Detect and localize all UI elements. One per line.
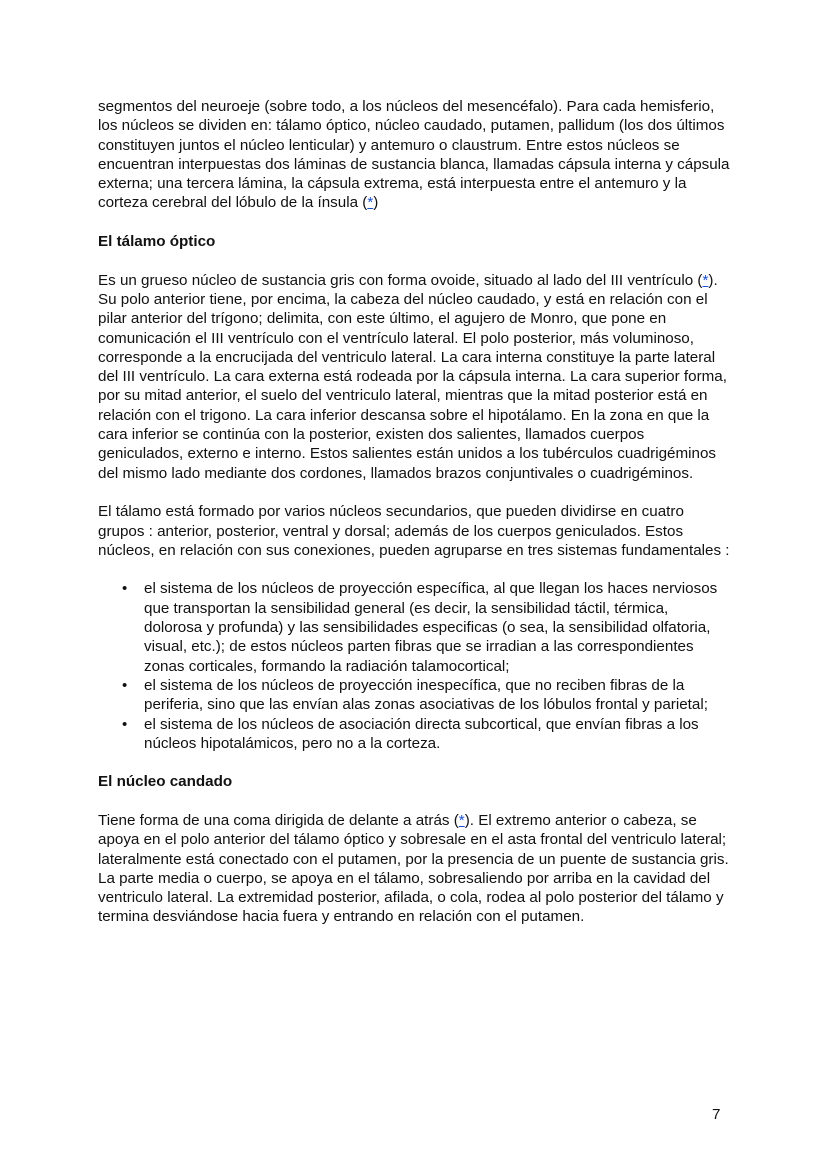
footnote-link[interactable]: * <box>702 271 709 289</box>
list-item-text: el sistema de los núcleos de proyección específica, al que llegan los haces nerviosos que transportan la sensibilidad general (es decir, la sensibilidad táctil, térmica, dolorosa y profunda) y las sensibilidades especificas (o sea, la sensibilidad olfatoria, visual, etc.); de estos núcleos parten fibras que se irradian a las correspondientes zonas corticales, formando la radiación talamocortical; <box>144 580 718 675</box>
bullet-icon: • <box>122 676 128 694</box>
thalamus-systems-list <box>98 579 730 753</box>
list-item <box>98 715 730 754</box>
footnote-link[interactable]: * <box>367 194 374 212</box>
intro-paragraph <box>98 97 730 213</box>
bullet-icon: • <box>122 580 128 598</box>
footnote-link[interactable]: * <box>458 811 465 829</box>
bullet-icon: • <box>122 715 128 733</box>
caudate-text-rest: ). El extremo anterior o cabeza, se apoya en el polo anterior del tálamo óptico y sobresale en el asta frontal del ventriculo lateral; lateralmente está conectado con el putamen, por la presencia de un puente de sustancia gris. La parte media o cuerpo, se apoya en el tálamo, sobresaliendo por arriba en la cavidad del ventriculo lateral. La extremidad posterior, afilada, o cola, rodea al polo posterior del tálamo y termina desviándose hacia fuera y entrando en relación con el putamen. <box>98 811 729 926</box>
thalamus-paragraph-1 <box>98 271 730 483</box>
caudate-paragraph <box>98 811 730 927</box>
list-item <box>98 676 730 715</box>
document-body <box>98 97 730 927</box>
list-item <box>98 579 730 675</box>
page-number: 7 <box>712 1106 721 1123</box>
intro-text-end: ) <box>373 194 379 212</box>
thalamus-text-start: Es un grueso núcleo de sustancia gris con forma ovoide, situado al lado del III ventrículo ( <box>98 271 703 289</box>
section-heading-caudate: El núcleo candado <box>98 773 233 791</box>
thalamus-text-rest: ). Su polo anterior tiene, por encima, la cabeza del núcleo caudado, y está en relación con el pilar anterior del trígono; delimita, con este último, el agujero de Monro, que pone en comunicación el III ventrículo con el ventrículo lateral. El polo posterior, más voluminoso, corresponde a la encrucijada del ventriculo lateral. La cara interna constituye la parte lateral del III ventrículo. La cara externa está rodeada por la cápsula interna. La cara superior forma, por su mitad anterior, el suelo del ventriculo lateral, mientras que la mitad posterior está en relación con el trigono. La cara inferior descansa sobre el hipotálamo. En la zona en que la cara inferior se continúa con la posterior, existen dos salientes, llamados cuerpos geniculados, externo e interno. Estos salientes están unidos a los tubérculos cuadrigéminos del mismo lado mediante dos cordones, llamados brazos conjuntivales o cuadrigéminos. <box>98 271 727 482</box>
thalamus-paragraph-2: El tálamo está formado por varios núcleos secundarios, que pueden dividirse en cuatro grupos : anterior, posterior, ventral y dorsal; además de los cuerpos geniculados. Estos núcleos, en relación con sus conexiones, pueden agruparse en tres sistemas fundamentales : <box>98 503 730 559</box>
list-item-text: el sistema de los núcleos de asociación directa subcortical, que envían fibras a los núcleos hipotalámicos, pero no a la corteza. <box>144 715 699 752</box>
intro-text: segmentos del neuroeje (sobre todo, a los núcleos del mesencéfalo). Para cada hemisferio, los núcleos se dividen en: tálamo óptico, núcleo caudado, putamen, pallidum (los dos últimos constituyen juntos el núcleo lenticular) y antemuro o claustrum. Entre estos núcleos se encuentran interpuestas dos láminas de sustancia blanca, llamadas cápsula interna y cápsula externa; una tercera lámina, la cápsula extrema, está interpuesta entre el antemuro y la corteza cerebral del lóbulo de la ínsula ( <box>98 98 730 212</box>
list-item-text: el sistema de los núcleos de proyección inespecífica, que no reciben fibras de la periferia, sino que las envían alas zonas asociativas de los lóbulos frontal y parietal; <box>144 676 708 714</box>
caudate-text-start: Tiene forma de una coma dirigida de delante a atrás ( <box>98 811 459 829</box>
section-heading-thalamus: El tálamo óptico <box>98 233 216 251</box>
